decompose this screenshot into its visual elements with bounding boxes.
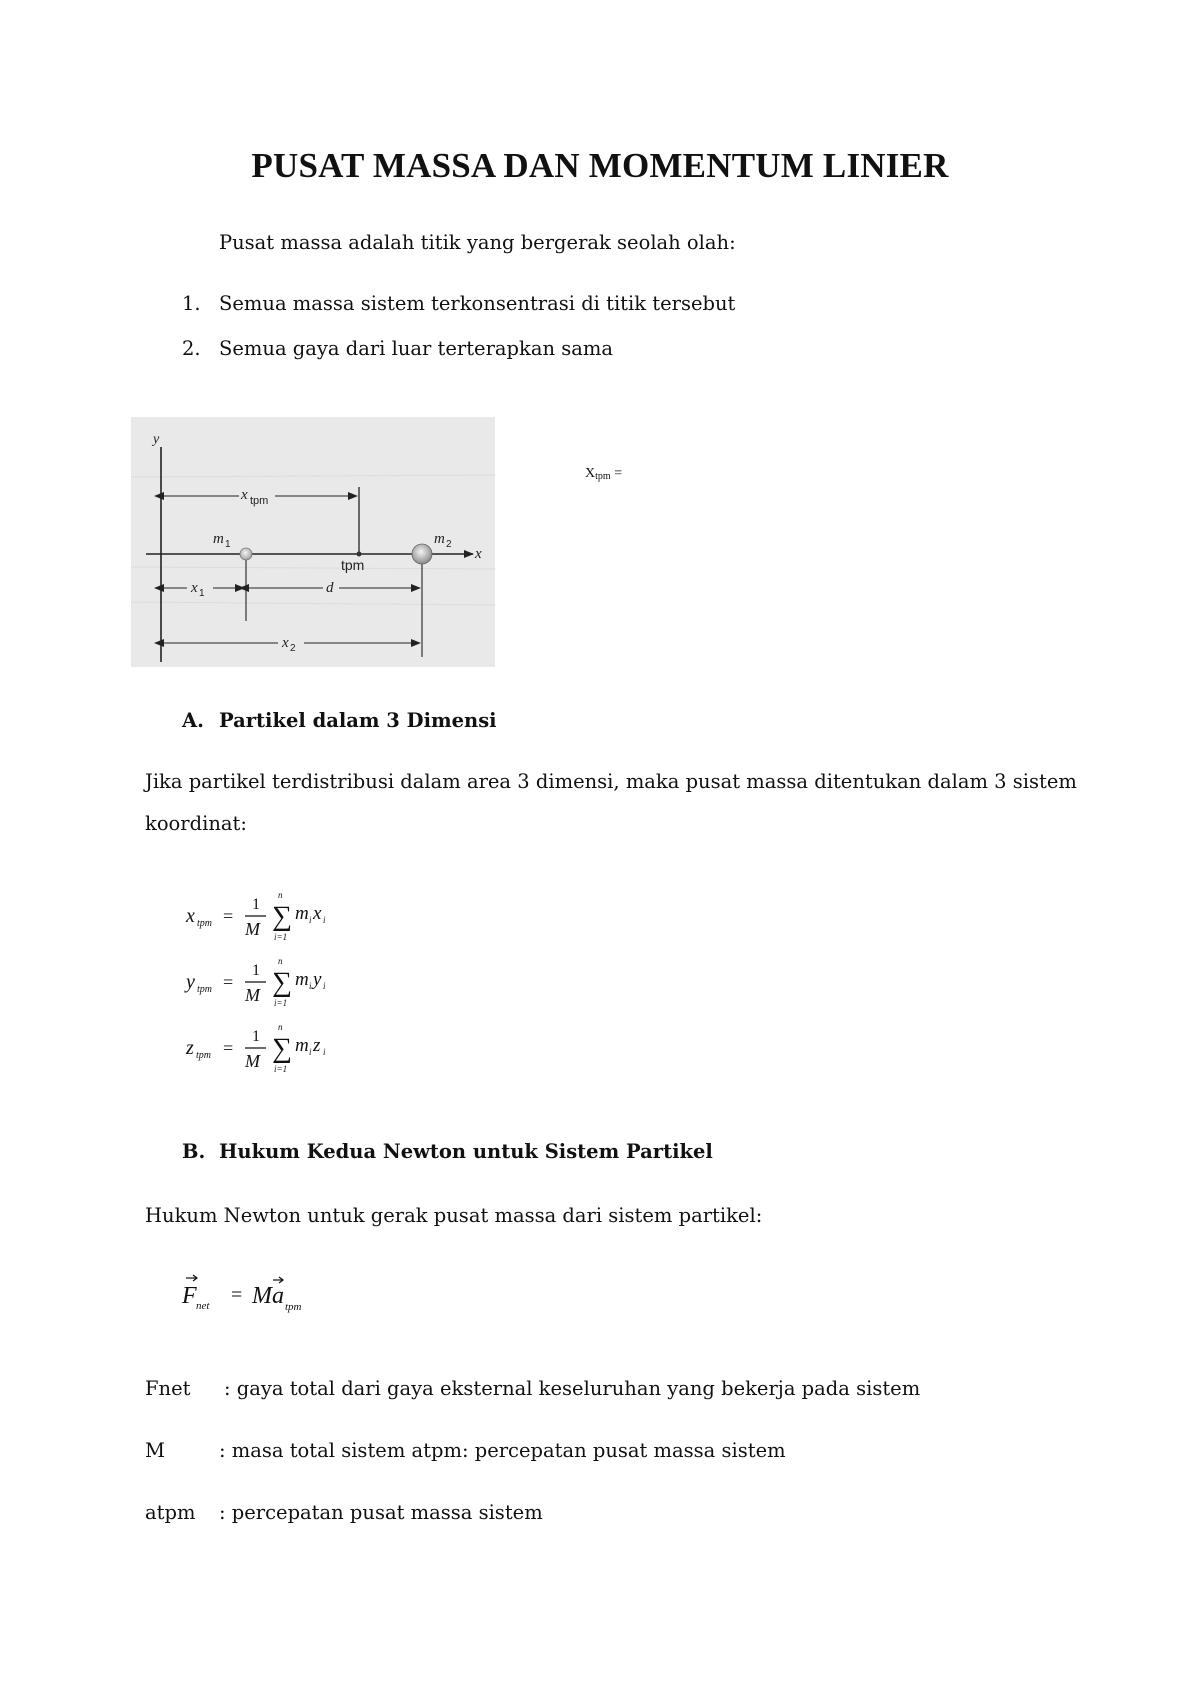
term-m: M [145, 1439, 165, 1462]
eq-x-n: n [278, 890, 283, 900]
section-b-letter: B. [182, 1140, 206, 1163]
xtpm-label: x [241, 487, 248, 503]
diagram-svg [131, 417, 495, 667]
center-of-mass-diagram [131, 417, 495, 667]
section-a-heading: Partikel dalam 3 Dimensi [219, 709, 497, 732]
eq-x-sigma: ∑ [272, 901, 292, 932]
m1-label: m [213, 531, 224, 547]
section-b-heading: Hukum Kedua Newton untuk Sistem Partikel [219, 1140, 713, 1163]
tpm-point [357, 552, 362, 557]
list-number-1: 1. [182, 292, 201, 315]
y-axis-label: y [153, 432, 160, 447]
list-number-2: 2. [182, 337, 201, 360]
section-a-body-line2: koordinat: [145, 812, 247, 835]
xtpm-side-sub: tpm [595, 471, 611, 482]
eq-y-mi: i [309, 981, 312, 991]
m2-sub: 2 [446, 539, 452, 550]
list-item-1: Semua massa sistem terkonsentrasi di titik tersebut [219, 292, 736, 315]
x2-sub: 2 [290, 643, 296, 654]
eq-y-var: y [186, 971, 195, 993]
newton-M: M [252, 1283, 272, 1309]
eq-x-one: 1 [252, 896, 260, 913]
section-a-letter: A. [182, 709, 204, 732]
eq-z-zi: i [323, 1047, 326, 1057]
x-axis-label: x [475, 546, 482, 562]
eq-x-mi: i [309, 915, 312, 925]
eq-y-i1: i=1 [274, 998, 288, 1008]
eq-z-n: n [278, 1022, 283, 1032]
eq-y-yi: i [323, 981, 326, 991]
mass-1-ball [240, 548, 252, 560]
m2-label: m [434, 531, 445, 547]
term-atpm: atpm [145, 1501, 196, 1524]
eq-z-equals: = [223, 1038, 234, 1058]
newton-a-sub: tpm [285, 1301, 302, 1313]
term-m-def: : masa total sistem atpm: percepatan pusat massa sistem [219, 1439, 786, 1462]
m1-sub: 1 [225, 539, 231, 550]
equation-z [185, 1022, 326, 1074]
xtpm-side-base: X [585, 466, 596, 481]
eq-x-var: x [186, 905, 195, 927]
eq-z-var: z [186, 1037, 194, 1059]
eq-y-m: m [295, 969, 309, 990]
eq-z-sub: tpm [196, 1050, 211, 1061]
x1-label: x [191, 580, 198, 596]
newton-equals: = [231, 1284, 243, 1306]
newton-F: F [182, 1283, 197, 1309]
section-a-body-line1: Jika partikel terdistribusi dalam area 3 dimensi, maka pusat massa ditentukan dalam 3 sistem [145, 770, 1077, 793]
eq-y-rhs: y [313, 969, 322, 990]
xtpm-side-label [585, 466, 622, 482]
eq-y-sub: tpm [197, 984, 212, 995]
eq-x-rhs: x [313, 903, 322, 924]
eq-y-one: 1 [252, 962, 260, 979]
intro-text: Pusat massa adalah titik yang bergerak seolah olah: [219, 231, 736, 254]
xtpm-side-eq: = [614, 466, 623, 481]
eq-z-i1: i=1 [274, 1064, 288, 1074]
tpm-label: tpm [341, 557, 365, 573]
list-item-2: Semua gaya dari luar terterapkan sama [219, 337, 613, 360]
eq-z-rhs: z [313, 1035, 321, 1056]
term-fnet-def: : gaya total dari gaya eksternal keseluruhan yang bekerja pada sistem [224, 1377, 921, 1400]
eq-z-sigma: ∑ [272, 1033, 292, 1064]
newton-a: a [272, 1283, 284, 1309]
eq-z-M: M [245, 1051, 260, 1071]
eq-y-M: M [245, 985, 260, 1005]
term-atpm-def: : percepatan pusat massa sistem [219, 1501, 543, 1524]
eq-x-xi: i [323, 915, 326, 925]
eq-x-M: M [245, 919, 260, 939]
eq-x-i1: i=1 [274, 932, 288, 942]
eq-y-sigma: ∑ [272, 967, 292, 998]
mass-2-ball [412, 544, 432, 564]
newton-equation [178, 1270, 338, 1325]
eq-y-equals: = [223, 972, 234, 992]
newton-F-sub: net [196, 1300, 210, 1312]
page-title: PUSAT MASSA DAN MOMENTUM LINIER [251, 146, 949, 185]
d-label: d [326, 580, 334, 596]
eq-x-sub: tpm [197, 918, 212, 929]
x2-label: x [282, 635, 289, 651]
equation-x [185, 890, 326, 942]
equation-y [184, 956, 326, 1008]
equations-3d [178, 888, 378, 1088]
eq-z-m: m [295, 1035, 309, 1056]
eq-x-m: m [295, 903, 309, 924]
eq-y-n: n [278, 956, 283, 966]
section-b-body: Hukum Newton untuk gerak pusat massa dari sistem partikel: [145, 1204, 763, 1227]
term-fnet: Fnet [145, 1377, 191, 1400]
xtpm-sub: tpm [250, 495, 269, 507]
eq-z-mi: i [309, 1047, 312, 1057]
x1-sub: 1 [199, 588, 205, 599]
eq-z-one: 1 [252, 1028, 260, 1045]
eq-x-equals: = [223, 906, 234, 926]
